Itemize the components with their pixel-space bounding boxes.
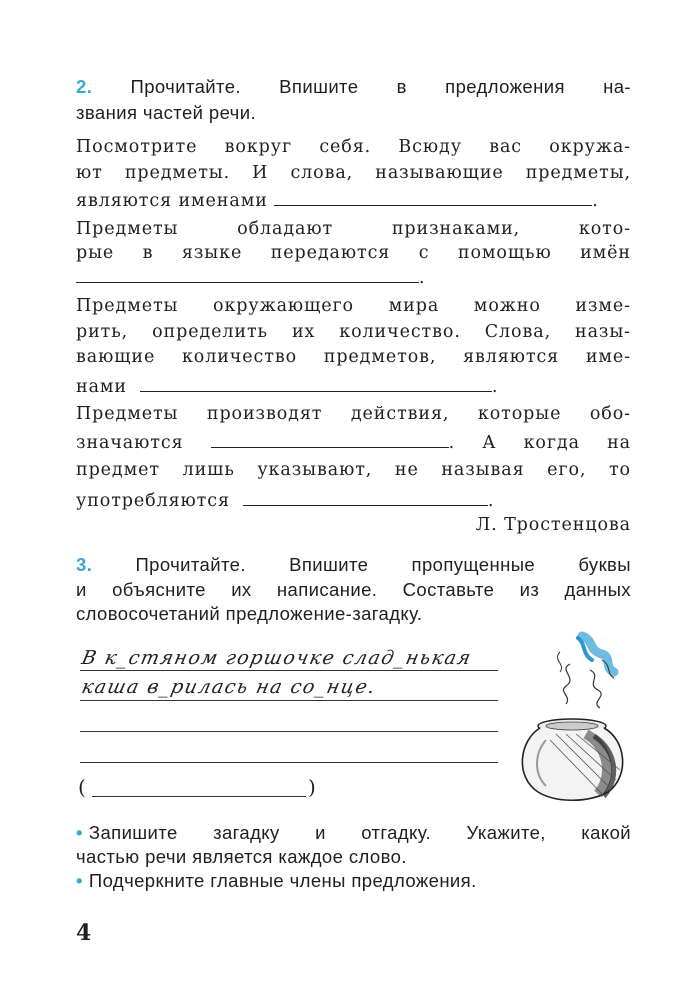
ex2-p3-text: нами [76, 377, 127, 397]
steam-icon [557, 636, 614, 708]
ex2-p1-text: являются именами [76, 191, 268, 211]
ex2-p1-line2: ют предметы. И слова, называющие предметы, [76, 163, 631, 183]
answer-paren-open: ( [78, 775, 86, 799]
task-2-text: Подчеркните главные члены предложения. [88, 870, 477, 891]
ex2-p2-line3 [76, 265, 631, 291]
ex2-p4-text-a: значаются [76, 433, 184, 453]
bullet-icon: • [76, 870, 83, 891]
page-number: 4 [76, 920, 92, 946]
ex2-p4-line4 [76, 488, 631, 514]
writing-line-4[interactable] [80, 762, 498, 763]
ex2-instruction-line1 [76, 74, 631, 100]
ex2-p4-text-c: употребляются [76, 491, 230, 511]
clay-pot-illustration [516, 630, 634, 808]
ex2-p3-line1: Предметы окружающего мира можно изме- [76, 296, 631, 316]
ex2-p3-line4 [76, 374, 631, 400]
ex3-instruction-line2: и объясните их написание. Составьте из данных [76, 579, 631, 600]
period: . [419, 268, 426, 288]
ex3-instruction-text: Прочитайте. Впишите пропущенные буквы [135, 554, 631, 575]
ex2-p4-line1: Предметы производят действия, которые обо- [76, 404, 631, 424]
handwritten-line-2: каша в_рилась на со_нце. [79, 676, 379, 698]
ex2-p4-text-b: . А когда на [448, 433, 631, 453]
ex2-p4-line2 [76, 430, 631, 456]
ex3-number: 3. [76, 554, 93, 575]
answer-blank-1[interactable] [274, 191, 592, 206]
ex2-p2-line1: Предметы обладают признаками, кото- [76, 219, 631, 239]
author-signature: Л. Тростенцова [475, 515, 631, 535]
period: . [592, 191, 599, 211]
task-2 [76, 868, 631, 894]
ex3-instruction-line1 [76, 552, 631, 578]
ex2-p3-line3: вающие количество предметов, являются име- [76, 347, 631, 367]
ex2-p3-line2: рить, определить их количество. Слова, назы- [76, 322, 631, 342]
ex2-p1-line3 [76, 188, 631, 214]
ex2-instruction-text: Прочитайте. Впишите в предложения на- [130, 76, 631, 97]
ex2-number: 2. [76, 76, 93, 97]
bullet-icon: • [76, 822, 83, 843]
task-1-text: Запишите загадку и отгадку. Укажите, какой [88, 822, 631, 843]
writing-line-1[interactable] [80, 670, 498, 671]
ex3-instruction-line3: словосочетаний предложение-загадку. [76, 603, 423, 624]
answer-line[interactable] [92, 796, 306, 797]
task-1-line1 [76, 820, 631, 846]
answer-blank-3[interactable] [140, 377, 492, 392]
answer-blank-5[interactable] [243, 491, 488, 506]
handwritten-line-1: В к_стяном горшочке слад_нькая [79, 647, 474, 669]
ex2-p1-line1: Посмотрите вокруг себя. Всюду вас окружа- [76, 137, 631, 157]
ex2-p4-line3: предмет лишь указывают, не называя его, то [76, 460, 631, 480]
answer-blank-4[interactable] [211, 433, 449, 448]
period: . [491, 377, 499, 397]
answer-blank-2[interactable] [76, 268, 419, 283]
task-1-line2: частью речи является каждое слово. [76, 846, 407, 867]
period: . [487, 491, 495, 511]
writing-line-2[interactable] [80, 700, 498, 701]
answer-paren-close: ) [308, 775, 316, 799]
ex2-instruction-line2: звания частей речи. [76, 102, 256, 123]
writing-line-3[interactable] [80, 731, 498, 732]
pot-icon [522, 719, 622, 800]
ex2-p2-line2: рые в языке передаются с помощью имён [76, 243, 631, 263]
